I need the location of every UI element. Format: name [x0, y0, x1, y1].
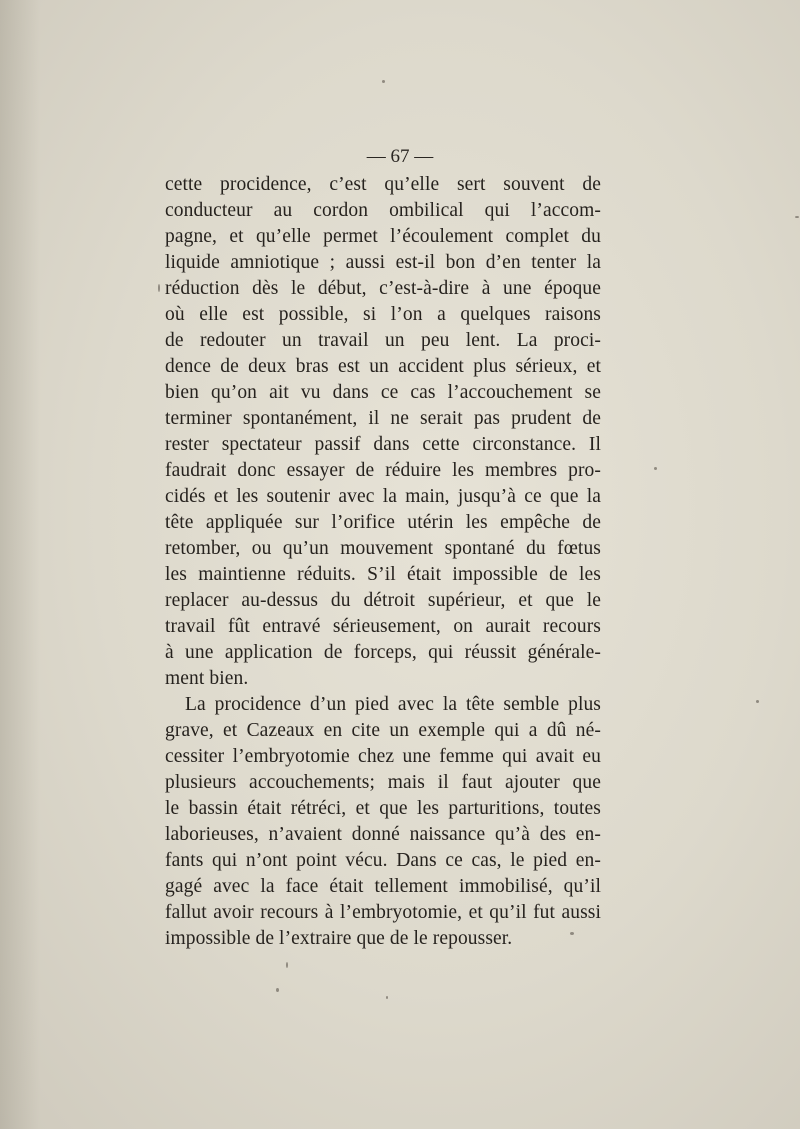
- text-line: cessiter l’embryotomie chez une femme qui avait eu: [165, 746, 601, 767]
- text-line: liquide amniotique ; aussi est-il bon d’en tenter la: [165, 252, 601, 273]
- text-line: les maintienne réduits. S’il était impossible de les: [165, 564, 601, 585]
- text-line: La procidence d’un pied avec la tête semble plus: [185, 694, 601, 715]
- text-line: bien qu’on ait vu dans ce cas l’accouchement se: [165, 382, 601, 403]
- page-number: — 67 —: [366, 146, 434, 167]
- text-line: laborieuses, n’avaient donné naissance qu’à des en-: [165, 824, 601, 845]
- text-line: tête appliquée sur l’orifice utérin les empêche de: [165, 512, 601, 533]
- text-line: plusieurs accouchements; mais il faut ajouter que: [165, 772, 601, 793]
- text-line: dence de deux bras est un accident plus sérieux, et: [165, 356, 601, 377]
- text-line: fallut avoir recours à l’embryotomie, et qu’il fut aussi: [165, 902, 601, 923]
- text-line: réduction dès le début, c’est-à-dire à une époque: [165, 278, 601, 299]
- text-line: rester spectateur passif dans cette circonstance. Il: [165, 434, 601, 455]
- paragraph-2: [165, 692, 601, 952]
- paper-speck: [386, 996, 388, 999]
- text-line: à une application de forceps, qui réussit générale-: [165, 642, 601, 663]
- paper-speck: [570, 932, 574, 935]
- text-line: le bassin était rétréci, et que les parturitions, toutes: [165, 798, 601, 819]
- text-line: gagé avec la face était tellement immobilisé, qu’il: [165, 876, 601, 897]
- text-line: replacer au-dessus du détroit supérieur, et que le: [165, 590, 601, 611]
- text-line: de redouter un travail un peu lent. La proci-: [165, 330, 601, 351]
- page-edge-shadow: [0, 0, 40, 1129]
- text-line: travail fût entravé sérieusement, on aurait recours: [165, 616, 601, 637]
- paper-speck: [158, 284, 160, 292]
- body-text: [165, 172, 601, 952]
- paper-speck: [654, 467, 657, 470]
- text-line: retomber, ou qu’un mouvement spontané du fœtus: [165, 538, 601, 559]
- text-line: terminer spontanément, il ne serait pas prudent de: [165, 408, 601, 429]
- text-line: fants qui n’ont point vécu. Dans ce cas, le pied en-: [165, 850, 601, 871]
- paper-speck: [756, 700, 759, 703]
- text-line: impossible de l’extraire que de le repousser.: [165, 928, 513, 949]
- paper-speck: [276, 988, 279, 992]
- text-line: ment bien.: [165, 668, 249, 689]
- text-line: où elle est possible, si l’on a quelques raisons: [165, 304, 601, 325]
- text-line: conducteur au cordon ombilical qui l’accom-: [165, 200, 601, 221]
- paper-speck: [795, 216, 799, 218]
- text-line: grave, et Cazeaux en cite un exemple qui a dû né-: [165, 720, 601, 741]
- text-line: cidés et les soutenir avec la main, jusqu’à ce que la: [165, 486, 601, 507]
- text-line: faudrait donc essayer de réduire les membres pro-: [165, 460, 601, 481]
- paper-speck: [382, 80, 385, 83]
- text-line: cette procidence, c’est qu’elle sert souvent de: [165, 174, 601, 195]
- paper-speck: [286, 962, 288, 968]
- text-line: pagne, et qu’elle permet l’écoulement complet du: [165, 226, 601, 247]
- paragraph-1: [165, 172, 601, 692]
